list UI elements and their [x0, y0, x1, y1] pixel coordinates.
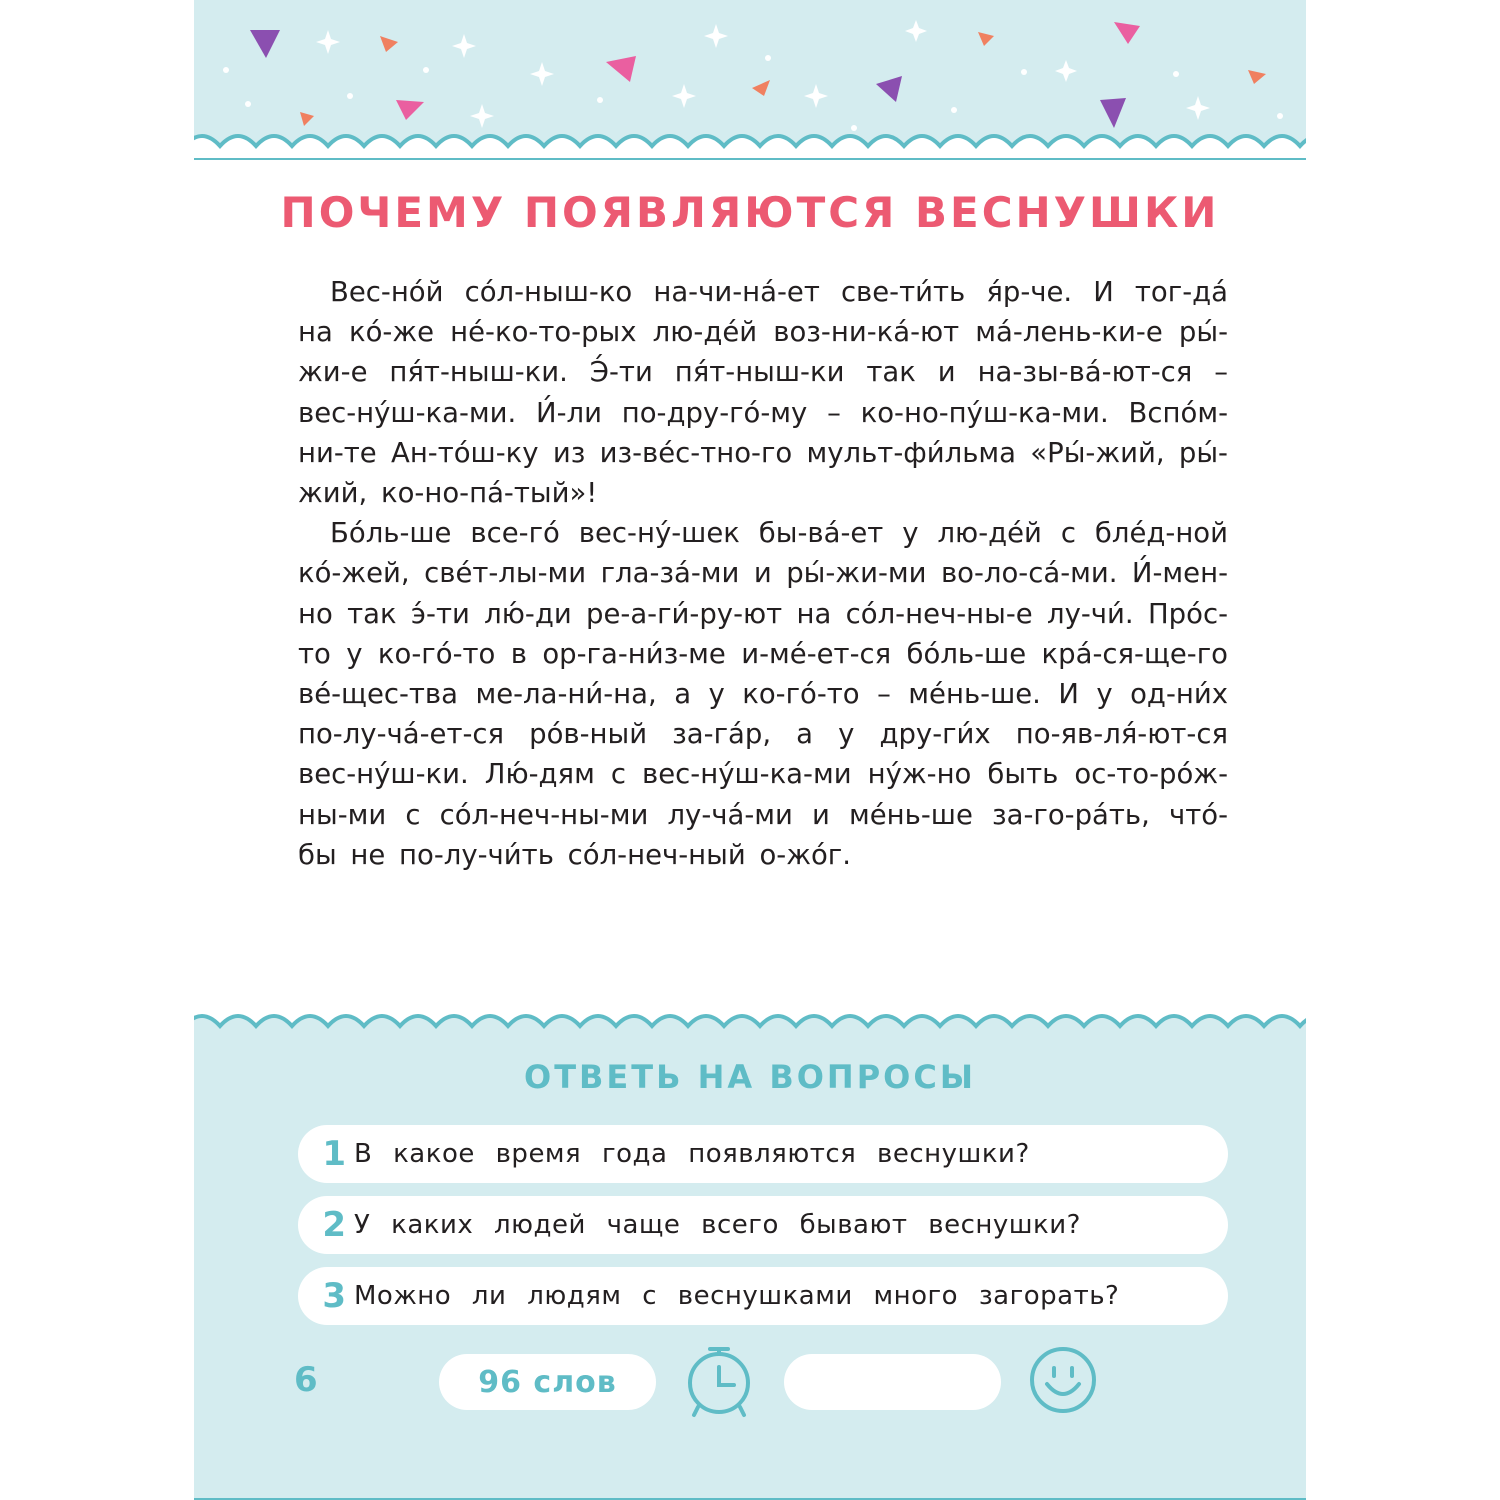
questions-list [298, 1125, 1228, 1338]
question-text: У каких людей чаще всего бывают веснушки? [354, 1210, 1081, 1240]
page-title: ПОЧЕМУ ПОЯВЛЯЮТСЯ ВЕСНУШКИ [280, 188, 1220, 237]
paragraph-2: Бо́ль-ше все-го́ вес-ну́-шек бы-ва́-ет у лю-де́й с бле́д-ной ко́-жей, све́т-лы-ми гла-за́-ми и ры́-жи-ми во-ло-са́-ми. И́-мен-но так э́-ти лю́-ди ре-а-ги́-ру-ют на со́л-неч-ны-е лу-чи́. Про́с-то у ко-го́-то в ор-га-ни́з-ме и-ме́-ет-ся бо́ль-ше кра́-ся-ще-го ве́-щес-тва ме-ла-ни́-на, а у ко-го́-то – ме́нь-ше. И у од-ни́х по-лу-ча́-ет-ся ро́в-ный за-га́р, а у дру-ги́х по-яв-ля́-ют-ся вес-ну́ш-ки. Лю́-дям с вес-ну́ш-ка-ми ну́ж-но быть ос-то-ро́ж-ны-ми с со́л-неч-ны-ми лу-ча́-ми и ме́нь-ше за-го-ра́ть, что́-бы не по-лу-чи́ть со́л-неч-ный о-жо́г. [298, 517, 1228, 871]
article-text [298, 272, 1228, 875]
paragraph-1: Вес-но́й со́л-ныш-ко на-чи-на́-ет све-ти́ть я́р-че. И тог-да́ на ко́-же не́-ко-то-рых лю-де́й воз-ни-ка́-ют ма́-лень-ки-е ры́-жи-е пя́т-ныш-ки. Э́-ти пя́т-ныш-ки так и на-зы-ва́-ют-ся – вес-ну́ш-ка-ми. И́-ли по-дру-го́-му – ко-но-пу́ш-ка-ми. Вспо́м-ни-те Ан-то́ш-ку из из-ве́с-тно-го мульт-фи́льма «Ры́-жий, ры́-жий, ко-но-па́-тый»! [298, 276, 1228, 510]
question-number: 3 [322, 1276, 346, 1316]
clock-icon [684, 1343, 754, 1419]
reading-time-field[interactable] [784, 1354, 1001, 1410]
header-decoration [194, 0, 1306, 160]
word-count: 96 слов [478, 1364, 617, 1400]
question-text: Можно ли людям с веснушками много загорать? [354, 1281, 1120, 1311]
question-number: 1 [322, 1134, 346, 1174]
question-item [298, 1267, 1228, 1325]
page [194, 0, 1306, 1500]
question-item [298, 1125, 1228, 1183]
question-text: В какое время года появляются веснушки? [354, 1139, 1030, 1169]
question-number: 2 [322, 1205, 346, 1245]
smiley-icon [1027, 1344, 1099, 1416]
word-count-badge [439, 1354, 656, 1410]
page-number: 6 [294, 1360, 318, 1400]
questions-title: ОТВЕТЬ НА ВОПРОСЫ [524, 1058, 976, 1096]
question-item [298, 1196, 1228, 1254]
